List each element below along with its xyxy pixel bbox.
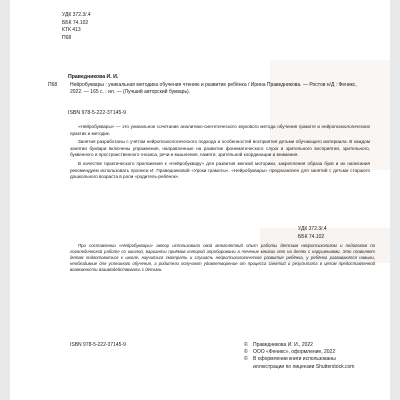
isbn-top: ISBN 978-5-222-37145-9 (68, 110, 126, 116)
copyright-line (244, 356, 354, 363)
bibliographic-description: Нейробуквары : уникальная методика обучения чтению и развитие ребёнка / Ирина Праведникова. — Ростов н/Д : Феникс, 2022. — 165 с. : ил. — (Лучший авторский букварь). (70, 82, 357, 95)
cutter-mark: П68 (48, 82, 58, 88)
classification-bbk: ББК 74.102 (298, 233, 325, 240)
copyright-line (244, 349, 354, 356)
classification-udc: УДК 372.3/.4 (298, 226, 327, 232)
copyright-line (244, 342, 354, 349)
isbn-bottom: ISBN 978-5-222-37145-9 (70, 342, 126, 348)
copyright-symbol: © (244, 342, 248, 348)
copyright-text: В оформлении книги использованы (253, 356, 336, 363)
bib-udc: УДК 372.3/.4 (62, 12, 91, 18)
copyright-symbol: © (244, 356, 248, 363)
abstract-paragraph: Занятия разработаны с учётом нейропсихологического подхода и особенностей восприятия детьми обучающего материала. В каждом занятии буквари включены упражнения, направленные на развитие фонематического слуха и зрительного восприятия, зрительного, буквенного и пространственного гнозиса, речи и мышления, памяти, зрительной координации и внимания. (70, 139, 370, 158)
book-imprint-page (10, 0, 390, 400)
book-abstract (70, 124, 370, 183)
abstract-paragraph: В качестве практического приложения к «Нейробуквару» для развития мелкой моторики, закрепления образа букв и их написания рекомендуем использовать прописи И. Праведниковой «Уроки грамоты». «Нейробуквары» предназначен для занятий с детьми старшего дошкольного возраста в роли «родитель-ребёнок». (70, 160, 370, 180)
bib-cutter: П68 (62, 34, 72, 41)
bibliographic-codes (62, 12, 91, 42)
copyright-text: Праведникова И. И., 2022 (253, 342, 313, 348)
copyright-line (244, 364, 354, 371)
copyright-text: иллюстрации по лицензии Shutterstock.com (253, 363, 355, 370)
bib-bbk: ББК 74.102 (62, 19, 89, 26)
author-name: Праведникова И. И. (68, 74, 119, 80)
copyright-block (244, 342, 354, 371)
abstract-paragraph: «Нейробуквары» — это уникальное сочетание аналитико-синтетического звукового метода обучения грамоте и нейропсихологических практик и методик. (70, 124, 370, 136)
copyright-symbol: © (244, 349, 248, 356)
copyright-text: ООО «Феникс», оформление, 2022 (253, 349, 336, 356)
publisher-note: При составлении «Нейробуквары» автор использовала свой многолетний опыт работы детским нейропсихологом и педагогом по логопедической работе со школой, варианты приёмов которой апробированы в течение многих лет на детях с нарушениями. Это позволяет детям подготовиться к школе, научиться смотреть и слушать нейропсихологическое развитие ребёнка, у ребёнка развиваются навыки, необходимые для успешного обучения, а родители получают удовлетворение от процесса занятий и результата в целом предоставленной возможности взаимодействовать с детьми. (70, 243, 375, 272)
bib-ktk: КТК 413 (62, 27, 81, 33)
classification-codes (298, 226, 327, 241)
